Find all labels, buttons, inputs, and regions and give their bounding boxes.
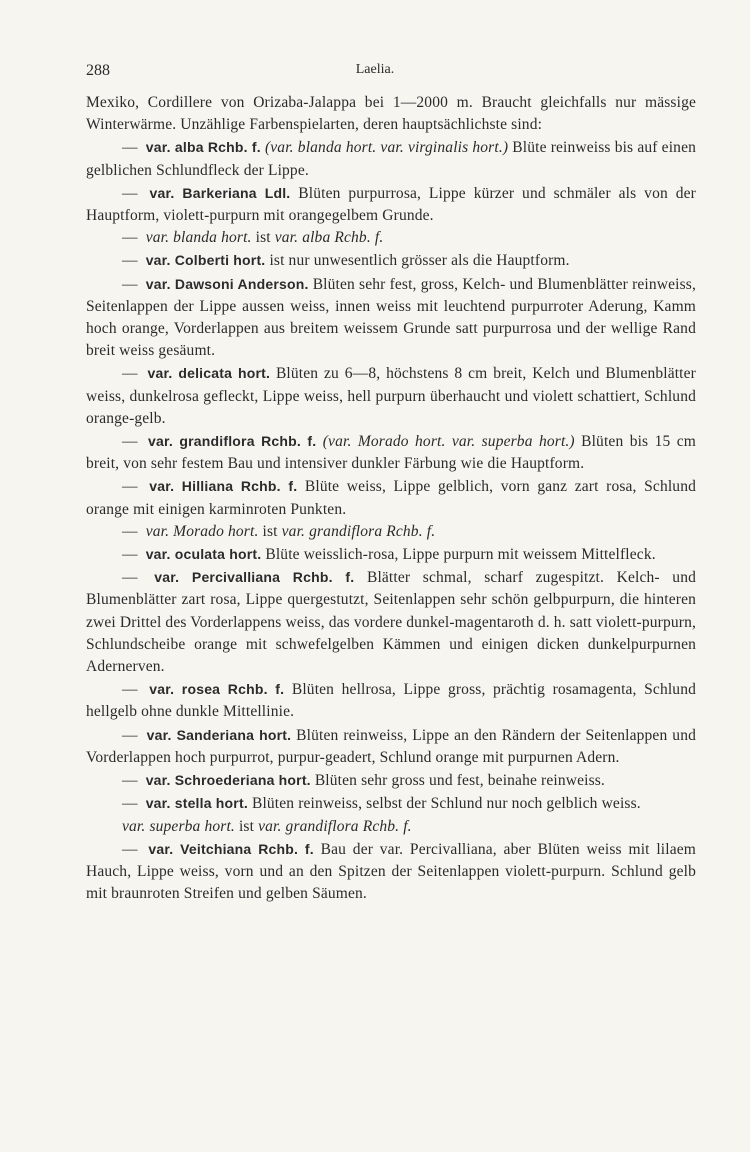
variety-name: var. grandiflora Rchb. f. <box>148 433 317 450</box>
entry-rosea: — var. rosea Rchb. f. Blüten hellrosa, Lippe gross, prächtig rosamagenta, Schlund hellgelb ohne dunkle Mittellinie. <box>86 681 696 721</box>
entry-colberti: — var. Colberti hort. ist nur unwesentlich grösser als die Hauptform. <box>122 252 570 270</box>
entry-schroederiana: — var. Schroederiana hort. Blüten sehr gross und fest, beinahe reinweiss. <box>122 772 605 790</box>
description: Blüten purpurrosa, Lippe kürzer und schmäler als von der Hauptform, violett-purpurn mit orangegelbem Grunde. <box>86 184 696 225</box>
synonym-name: var. superba hort. <box>122 817 235 835</box>
variety-name: var. stella hort. <box>145 795 248 812</box>
variety-name: var. Percivalliana Rchb. f. <box>154 569 355 586</box>
running-title: Laelia. <box>355 62 395 77</box>
variety-name: var. alba Rchb. f. <box>145 139 261 156</box>
description: Blüten zu 6—8, höchstens 8 cm breit, Kelch und Blumenblätter weiss, dunkelrosa gefleckt, Lippe weiss, hell purpurn überhaucht und violett schattiert, Schlund orange-gelb. <box>86 365 696 427</box>
description: Blüten reinweiss, Lippe an den Rändern der Seitenlappen und Vorderlappen hoch purpurrot, purpur-geadert, Schlund orange mit purpurnen Adern. <box>86 726 697 766</box>
entry-alba: — var. alba Rchb. f. (var. blanda hort. var. virginalis hort.) Blüte reinweiss bis auf einen gelblichen Schlundfleck der Lippe. <box>86 139 697 179</box>
synonym-name: var. Morado hort. <box>145 522 259 540</box>
description: Blüten sehr gross und fest, beinahe reinweiss. <box>314 772 605 790</box>
variety-name: var. delicata hort. <box>147 365 271 382</box>
description: ist <box>255 229 271 247</box>
entry-stella: — var. stella hort. Blüten reinweiss, selbst der Schlund nur noch gelblich weiss. <box>122 795 641 813</box>
synonym-target: var. grandiflora Rchb. f. <box>258 817 412 835</box>
variety-name: var. Barkeriana Ldl. <box>149 184 291 201</box>
entry-superba <box>86 816 696 838</box>
description: Blüten reinweiss, selbst der Schlund nur noch gelblich weiss. <box>251 795 641 813</box>
synonym-name: var. blanda hort. <box>145 229 252 247</box>
description: ist <box>238 817 255 835</box>
page-number: 288 <box>86 62 110 79</box>
intro-paragraph: Mexiko, Cordillere von Orizaba-Jalappa bei 1—2000 m. Braucht gleichfalls nur mässige Winterwärme. Unzählige Farbenspielarten, deren hauptsächlichste sind: <box>86 94 696 134</box>
description: Blüte weiss, Lippe gelblich, vorn ganz zart rosa, Schlund orange mit einigen karminroten Punkten. <box>86 478 697 518</box>
description: Blüten sehr fest, gross, Kelch- und Blumenblätter reinweiss, Seitenlappen der Lippe aussen weiss, innen weiss mit leuchtend purpurroter Aderung, Kamm hoch orange, Vorderlappen aus breitem weissem Grunde satt purpurrosa und der wellige Rand breit weiss gesäumt. <box>86 275 696 360</box>
entry-delicata: — var. delicata hort. Blüten zu 6—8, höchstens 8 cm breit, Kelch und Blumenblätter weiss, dunkelrosa gefleckt, Lippe weiss, hell purpurn überhaucht und violett schattiert, Schlund orange-gelb. <box>86 365 696 427</box>
description: ist <box>262 522 278 540</box>
variety-name: var. Sanderiana hort. <box>146 726 292 743</box>
variety-name: var. Hilliana Rchb. f. <box>149 478 298 495</box>
description: Bau der var. Percivalliana, aber Blüten weiss mit lilaem Hauch, Lippe weiss, vorn und an den Spitzen der Seitenlappen violett-purpurn. Schlund gelb mit braunroten Streifen und gelben Säumen. <box>86 840 696 903</box>
entry-sanderiana: — var. Sanderiana hort. Blüten reinweiss, Lippe an den Rändern der Seitenlappen und Vorderlappen hoch purpurrot, purpur-geadert, Schlund orange mit purpurnen Adern. <box>86 726 697 766</box>
description: ist nur unwesentlich grösser als die Hauptform. <box>269 252 570 270</box>
entry-hilliana: — var. Hilliana Rchb. f. Blüte weiss, Lippe gelblich, vorn ganz zart rosa, Schlund orange mit einigen karminroten Punkten. <box>86 478 697 518</box>
variety-name: var. Colberti hort. <box>145 252 266 269</box>
variety-name: var. rosea Rchb. f. <box>149 681 285 698</box>
synonym-note: (var. Morado hort. var. superba hort.) <box>322 433 575 451</box>
entry-morado: — var. Morado hort. ist var. grandiflora Rchb. f. <box>122 522 436 540</box>
variety-name: var. Veitchiana Rchb. f. <box>148 840 314 857</box>
entry-barkeriana: — var. Barkeriana Ldl. Blüten purpurrosa, Lippe kürzer und schmäler als von der Hauptform, violett-purpurn mit orangegelbem Grunde. <box>86 184 696 225</box>
entry-dawsoni: — var. Dawsoni Anderson. Blüten sehr fest, gross, Kelch- und Blumenblätter reinweiss, Seitenlappen der Lippe aussen weiss, innen weiss mit leuchtend purpurroter Aderung, Kamm hoch orange, Vorderlappen aus breitem weissem Grunde satt purpurrosa und der wellige Rand breit weiss gesäumt. <box>86 275 696 360</box>
variety-name: var. Schroederiana hort. <box>145 772 311 789</box>
synonym-target: var. grandiflora Rchb. f. <box>281 522 436 540</box>
entry-blanda: — var. blanda hort. ist var. alba Rchb. f. <box>122 229 384 247</box>
synonym-note: (var. blanda hort. var. virginalis hort.) <box>264 139 509 157</box>
description: Blätter schmal, scharf zugespitzt. Kelch- und Blumenblätter zart rosa, Lippe quergestutzt, Seitenlappen sehr schön gelbpurpurn, die hinteren zwei Drittel des Vorderlappens weiss, das vordere dunkel-magentaroth d. h. satt violett-purpurn, Schlundscheibe orange mit schwefelgelben Kämmen und einigen dicken dunkelpurpurnen Adernerven. <box>86 569 696 676</box>
description: Blüte reinweiss bis auf einen gelblichen Schlundfleck der Lippe. <box>86 139 697 179</box>
entry-grandiflora: — var. grandiflora Rchb. f. (var. Morado hort. var. superba hort.) Blüten bis 15 cm breit, von sehr festem Bau und intensiver dunkler Färbung wie die Hauptform. <box>86 433 696 473</box>
page-header <box>86 62 664 82</box>
entry-veitchiana: — var. Veitchiana Rchb. f. Bau der var. Percivalliana, aber Blüten weiss mit lilaem Hauch, Lippe weiss, vorn und an den Spitzen der Seitenlappen violett-purpurn. Schlund gelb mit braunroten Streifen und gelben Säumen. <box>86 840 696 903</box>
description: Blüten bis 15 cm breit, von sehr festem Bau und intensiver dunkler Färbung wie die Hauptform. <box>86 433 696 473</box>
description: Blüten hellrosa, Lippe gross, prächtig rosamagenta, Schlund hellgelb ohne dunkle Mittellinie. <box>86 681 696 721</box>
entry-oculata: — var. oculata hort. Blüte weisslich-rosa, Lippe purpurn mit weissem Mittelfleck. <box>122 546 656 564</box>
entry-percivalliana: — var. Percivalliana Rchb. f. Blätter schmal, scharf zugespitzt. Kelch- und Blumenblätter zart rosa, Lippe quergestutzt, Seitenlappen sehr schön gelbpurpurn, die hinteren zwei Drittel des Vorderlappens weiss, das vordere dunkel-magentaroth d. h. satt violett-purpurn, Schlundscheibe orange mit schwefelgelben Kämmen und einigen dicken dunkelpurpurnen Adernerven. <box>86 569 696 676</box>
variety-name: var. oculata hort. <box>145 546 262 563</box>
variety-name: var. Dawsoni Anderson. <box>145 275 309 292</box>
synonym-target: var. alba Rchb. f. <box>274 229 384 247</box>
description: Blüte weisslich-rosa, Lippe purpurn mit weissem Mittelfleck. <box>265 546 656 564</box>
body-text <box>86 92 696 905</box>
